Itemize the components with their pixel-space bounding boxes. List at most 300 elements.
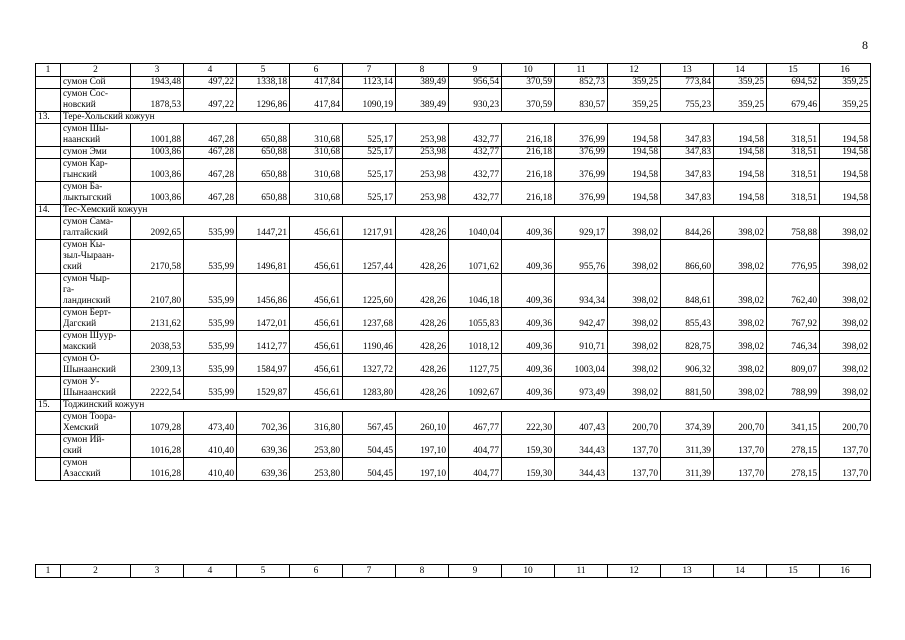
- value-cell: 409,36: [502, 331, 555, 354]
- column-number: 11: [555, 565, 608, 578]
- value-cell: 866,60: [661, 240, 714, 274]
- value-cell: 347,83: [661, 124, 714, 147]
- value-cell: 1943,48: [131, 77, 184, 89]
- value-cell: 428,26: [396, 240, 449, 274]
- value-cell: 1456,86: [237, 274, 290, 308]
- value-cell: 844,26: [661, 217, 714, 240]
- column-number: 3: [131, 64, 184, 77]
- row-number-cell: [36, 377, 61, 400]
- value-cell: 535,99: [184, 377, 237, 400]
- column-number: 1: [36, 64, 61, 77]
- settlement-name: сумон У- Шынаанский: [61, 377, 131, 400]
- row-number-cell: [36, 354, 61, 377]
- value-cell: 194,58: [714, 159, 767, 182]
- table-row: [36, 458, 871, 481]
- value-cell: 200,70: [714, 412, 767, 435]
- value-cell: 929,17: [555, 217, 608, 240]
- row-number-cell: [36, 217, 61, 240]
- value-cell: 137,70: [608, 435, 661, 458]
- row-number-cell: [36, 412, 61, 435]
- value-cell: 194,58: [608, 147, 661, 159]
- value-cell: 2092,65: [131, 217, 184, 240]
- value-cell: 467,28: [184, 182, 237, 205]
- value-cell: 137,70: [714, 435, 767, 458]
- value-cell: 216,18: [502, 147, 555, 159]
- value-cell: 428,26: [396, 331, 449, 354]
- settlement-name: сумон Сой: [61, 77, 131, 89]
- column-number: 15: [767, 64, 820, 77]
- value-cell: 650,88: [237, 124, 290, 147]
- value-cell: 467,28: [184, 159, 237, 182]
- value-cell: 535,99: [184, 354, 237, 377]
- value-cell: 253,98: [396, 159, 449, 182]
- value-cell: 535,99: [184, 217, 237, 240]
- page-number: 8: [862, 38, 868, 52]
- value-cell: 773,84: [661, 77, 714, 89]
- value-cell: 194,58: [820, 147, 871, 159]
- column-number: 10: [502, 64, 555, 77]
- value-cell: 456,61: [290, 240, 343, 274]
- settlement-name: сумон Берт- Дагский: [61, 308, 131, 331]
- value-cell: 525,17: [343, 124, 396, 147]
- value-cell: 525,17: [343, 182, 396, 205]
- value-cell: 432,77: [449, 147, 502, 159]
- table-row: [36, 274, 871, 308]
- value-cell: 679,46: [767, 89, 820, 112]
- value-cell: 398,02: [820, 240, 871, 274]
- value-cell: 432,77: [449, 124, 502, 147]
- value-cell: 497,22: [184, 89, 237, 112]
- settlement-name: сумон Ий- ский: [61, 435, 131, 458]
- value-cell: 310,68: [290, 182, 343, 205]
- value-cell: 253,98: [396, 147, 449, 159]
- value-cell: 2131,62: [131, 308, 184, 331]
- value-cell: 398,02: [820, 377, 871, 400]
- value-cell: 650,88: [237, 182, 290, 205]
- column-number: 8: [396, 565, 449, 578]
- value-cell: 456,61: [290, 354, 343, 377]
- column-number: 4: [184, 565, 237, 578]
- value-cell: 404,77: [449, 458, 502, 481]
- value-cell: 639,36: [237, 458, 290, 481]
- value-cell: 428,26: [396, 377, 449, 400]
- value-cell: 2107,80: [131, 274, 184, 308]
- section-number: 14.: [36, 205, 61, 217]
- value-cell: 1584,97: [237, 354, 290, 377]
- value-cell: 194,58: [820, 124, 871, 147]
- value-cell: 398,02: [714, 308, 767, 331]
- value-cell: 194,58: [714, 182, 767, 205]
- value-cell: 2309,13: [131, 354, 184, 377]
- value-cell: 398,02: [608, 308, 661, 331]
- settlement-name: сумон Кы- зыл-Чыраан- ский: [61, 240, 131, 274]
- section-title: Тес-Хемский кожуун: [61, 205, 871, 217]
- value-cell: 1447,21: [237, 217, 290, 240]
- value-cell: 398,02: [608, 377, 661, 400]
- table-row: [36, 354, 871, 377]
- value-cell: 197,10: [396, 458, 449, 481]
- column-number: 14: [714, 565, 767, 578]
- table-row: [36, 159, 871, 182]
- value-cell: 216,18: [502, 124, 555, 147]
- column-number: 1: [36, 565, 61, 578]
- value-cell: 432,77: [449, 159, 502, 182]
- row-number-cell: [36, 182, 61, 205]
- value-cell: 409,36: [502, 274, 555, 308]
- row-number-cell: [36, 89, 61, 112]
- column-number: 6: [290, 64, 343, 77]
- section-number: 15.: [36, 400, 61, 412]
- value-cell: 930,23: [449, 89, 502, 112]
- row-number-cell: [36, 77, 61, 89]
- value-cell: 2038,53: [131, 331, 184, 354]
- value-cell: 456,61: [290, 274, 343, 308]
- value-cell: 1190,46: [343, 331, 396, 354]
- value-cell: 767,92: [767, 308, 820, 331]
- value-cell: 1257,44: [343, 240, 396, 274]
- value-cell: 702,36: [237, 412, 290, 435]
- value-cell: 200,70: [608, 412, 661, 435]
- value-cell: 1016,28: [131, 458, 184, 481]
- table-row: [36, 147, 871, 159]
- value-cell: 376,99: [555, 159, 608, 182]
- table-row: [36, 240, 871, 274]
- value-cell: 1496,81: [237, 240, 290, 274]
- value-cell: 137,70: [608, 458, 661, 481]
- value-cell: 376,99: [555, 147, 608, 159]
- value-cell: 746,34: [767, 331, 820, 354]
- value-cell: 1338,18: [237, 77, 290, 89]
- value-cell: 347,83: [661, 159, 714, 182]
- column-number: 10: [502, 565, 555, 578]
- value-cell: 1090,19: [343, 89, 396, 112]
- settlement-name: сумон Ба- лыктыгский: [61, 182, 131, 205]
- value-cell: 1472,01: [237, 308, 290, 331]
- value-cell: 310,68: [290, 124, 343, 147]
- value-cell: 1123,14: [343, 77, 396, 89]
- value-cell: 410,40: [184, 435, 237, 458]
- value-cell: 194,58: [608, 182, 661, 205]
- value-cell: 344,43: [555, 458, 608, 481]
- settlement-name: сумон Эми: [61, 147, 131, 159]
- value-cell: 1046,18: [449, 274, 502, 308]
- value-cell: 376,99: [555, 124, 608, 147]
- settlement-name: сумон Шуур- макский: [61, 331, 131, 354]
- value-cell: 137,70: [820, 435, 871, 458]
- value-cell: 159,30: [502, 435, 555, 458]
- value-cell: 318,51: [767, 147, 820, 159]
- value-cell: 497,22: [184, 77, 237, 89]
- value-cell: 344,43: [555, 435, 608, 458]
- value-cell: 410,40: [184, 458, 237, 481]
- column-number: 9: [449, 565, 502, 578]
- value-cell: 432,77: [449, 182, 502, 205]
- value-cell: 567,45: [343, 412, 396, 435]
- value-cell: 830,57: [555, 89, 608, 112]
- column-number: 11: [555, 64, 608, 77]
- value-cell: 1003,86: [131, 147, 184, 159]
- value-cell: 456,61: [290, 217, 343, 240]
- column-number: 2: [61, 565, 131, 578]
- value-cell: 347,83: [661, 182, 714, 205]
- value-cell: 374,39: [661, 412, 714, 435]
- value-cell: 428,26: [396, 308, 449, 331]
- value-cell: 310,68: [290, 159, 343, 182]
- value-cell: 318,51: [767, 159, 820, 182]
- value-cell: 389,49: [396, 89, 449, 112]
- value-cell: 755,23: [661, 89, 714, 112]
- value-cell: 910,71: [555, 331, 608, 354]
- settlement-name: сумон Чыр- га- ландинский: [61, 274, 131, 308]
- value-cell: 762,40: [767, 274, 820, 308]
- value-cell: 1327,72: [343, 354, 396, 377]
- value-cell: 1529,87: [237, 377, 290, 400]
- value-cell: 194,58: [820, 182, 871, 205]
- value-cell: 316,80: [290, 412, 343, 435]
- value-cell: 776,95: [767, 240, 820, 274]
- value-cell: 359,25: [608, 77, 661, 89]
- value-cell: 137,70: [714, 458, 767, 481]
- value-cell: 159,30: [502, 458, 555, 481]
- value-cell: 848,61: [661, 274, 714, 308]
- value-cell: 318,51: [767, 182, 820, 205]
- footer-header-table: [35, 564, 871, 578]
- column-number: 8: [396, 64, 449, 77]
- value-cell: 1092,67: [449, 377, 502, 400]
- value-cell: 417,84: [290, 89, 343, 112]
- value-cell: 467,28: [184, 124, 237, 147]
- value-cell: 398,02: [820, 217, 871, 240]
- column-number: 15: [767, 565, 820, 578]
- column-number-row: [36, 64, 871, 77]
- value-cell: 906,32: [661, 354, 714, 377]
- value-cell: 639,36: [237, 435, 290, 458]
- value-cell: 194,58: [608, 159, 661, 182]
- row-number-cell: [36, 147, 61, 159]
- value-cell: 456,61: [290, 308, 343, 331]
- section-row: [36, 400, 871, 412]
- value-cell: 194,58: [820, 159, 871, 182]
- row-number-cell: [36, 240, 61, 274]
- value-cell: 398,02: [714, 331, 767, 354]
- value-cell: 409,36: [502, 354, 555, 377]
- value-cell: 504,45: [343, 458, 396, 481]
- value-cell: 1016,28: [131, 435, 184, 458]
- column-number-row: [36, 565, 871, 578]
- settlement-name: сумон Кар- гынский: [61, 159, 131, 182]
- value-cell: 409,36: [502, 308, 555, 331]
- value-cell: 1040,04: [449, 217, 502, 240]
- tariff-table: [35, 63, 871, 481]
- value-cell: 398,02: [608, 354, 661, 377]
- value-cell: 1071,62: [449, 240, 502, 274]
- value-cell: 216,18: [502, 159, 555, 182]
- value-cell: 200,70: [820, 412, 871, 435]
- settlement-name: сумон Азасский: [61, 458, 131, 481]
- value-cell: 1296,86: [237, 89, 290, 112]
- column-number: 7: [343, 565, 396, 578]
- value-cell: 934,34: [555, 274, 608, 308]
- value-cell: 398,02: [820, 354, 871, 377]
- row-number-cell: [36, 308, 61, 331]
- value-cell: 467,77: [449, 412, 502, 435]
- table-row: [36, 89, 871, 112]
- value-cell: 278,15: [767, 435, 820, 458]
- value-cell: 1003,86: [131, 159, 184, 182]
- row-number-cell: [36, 159, 61, 182]
- table-row: [36, 77, 871, 89]
- value-cell: 525,17: [343, 159, 396, 182]
- value-cell: 1003,86: [131, 182, 184, 205]
- value-cell: 1003,04: [555, 354, 608, 377]
- value-cell: 398,02: [608, 240, 661, 274]
- table-row: [36, 331, 871, 354]
- column-number: 5: [237, 565, 290, 578]
- value-cell: 467,28: [184, 147, 237, 159]
- value-cell: 137,70: [820, 458, 871, 481]
- value-cell: 398,02: [714, 240, 767, 274]
- table-row: [36, 377, 871, 400]
- value-cell: 194,58: [608, 124, 661, 147]
- table-row: [36, 217, 871, 240]
- value-cell: 417,84: [290, 77, 343, 89]
- column-number: 14: [714, 64, 767, 77]
- value-cell: 398,02: [714, 274, 767, 308]
- value-cell: 398,02: [608, 217, 661, 240]
- value-cell: 828,75: [661, 331, 714, 354]
- value-cell: 535,99: [184, 331, 237, 354]
- row-number-cell: [36, 274, 61, 308]
- value-cell: 535,99: [184, 274, 237, 308]
- value-cell: 650,88: [237, 159, 290, 182]
- settlement-name: сумон Сама- галтайский: [61, 217, 131, 240]
- value-cell: 456,61: [290, 377, 343, 400]
- table-row: [36, 435, 871, 458]
- value-cell: 428,26: [396, 217, 449, 240]
- column-number: 2: [61, 64, 131, 77]
- table-row: [36, 182, 871, 205]
- value-cell: 1001,88: [131, 124, 184, 147]
- value-cell: 359,25: [820, 77, 871, 89]
- value-cell: 318,51: [767, 124, 820, 147]
- column-number: 9: [449, 64, 502, 77]
- value-cell: 535,99: [184, 308, 237, 331]
- value-cell: 222,30: [502, 412, 555, 435]
- value-cell: 855,43: [661, 308, 714, 331]
- value-cell: 1217,91: [343, 217, 396, 240]
- column-number: 6: [290, 565, 343, 578]
- value-cell: 370,59: [502, 77, 555, 89]
- value-cell: 359,25: [714, 89, 767, 112]
- section-row: [36, 112, 871, 124]
- value-cell: 409,36: [502, 217, 555, 240]
- value-cell: 473,40: [184, 412, 237, 435]
- value-cell: 1412,77: [237, 331, 290, 354]
- value-cell: 1878,53: [131, 89, 184, 112]
- column-number: 16: [820, 565, 871, 578]
- value-cell: 456,61: [290, 331, 343, 354]
- value-cell: 2170,58: [131, 240, 184, 274]
- column-number: 7: [343, 64, 396, 77]
- settlement-name: сумон Тоора- Хемский: [61, 412, 131, 435]
- column-number: 12: [608, 565, 661, 578]
- value-cell: 359,25: [820, 89, 871, 112]
- value-cell: 852,73: [555, 77, 608, 89]
- value-cell: 955,76: [555, 240, 608, 274]
- value-cell: 398,02: [714, 377, 767, 400]
- settlement-name: сумон Шы- наанский: [61, 124, 131, 147]
- value-cell: 956,54: [449, 77, 502, 89]
- value-cell: 881,50: [661, 377, 714, 400]
- value-cell: 398,02: [608, 331, 661, 354]
- value-cell: 525,17: [343, 147, 396, 159]
- section-title: Тере-Хольский кожуун: [61, 112, 871, 124]
- value-cell: 311,39: [661, 435, 714, 458]
- row-number-cell: [36, 435, 61, 458]
- value-cell: 1055,83: [449, 308, 502, 331]
- value-cell: 398,02: [820, 308, 871, 331]
- value-cell: 347,83: [661, 147, 714, 159]
- value-cell: 404,77: [449, 435, 502, 458]
- value-cell: 376,99: [555, 182, 608, 205]
- value-cell: 1127,75: [449, 354, 502, 377]
- value-cell: 1225,60: [343, 274, 396, 308]
- value-cell: 341,15: [767, 412, 820, 435]
- value-cell: 197,10: [396, 435, 449, 458]
- value-cell: 504,45: [343, 435, 396, 458]
- value-cell: 253,80: [290, 435, 343, 458]
- value-cell: 260,10: [396, 412, 449, 435]
- value-cell: 428,26: [396, 274, 449, 308]
- row-number-cell: [36, 458, 61, 481]
- value-cell: 428,26: [396, 354, 449, 377]
- value-cell: 359,25: [714, 77, 767, 89]
- value-cell: 310,68: [290, 147, 343, 159]
- value-cell: 398,02: [820, 331, 871, 354]
- value-cell: 216,18: [502, 182, 555, 205]
- column-number: 13: [661, 565, 714, 578]
- value-cell: 253,80: [290, 458, 343, 481]
- value-cell: 694,52: [767, 77, 820, 89]
- column-number: 16: [820, 64, 871, 77]
- value-cell: 278,15: [767, 458, 820, 481]
- section-number: 13.: [36, 112, 61, 124]
- section-row: [36, 205, 871, 217]
- value-cell: 650,88: [237, 147, 290, 159]
- table-row: [36, 412, 871, 435]
- value-cell: 1283,80: [343, 377, 396, 400]
- section-title: Тоджинский кожуун: [61, 400, 871, 412]
- value-cell: 389,49: [396, 77, 449, 89]
- value-cell: 311,39: [661, 458, 714, 481]
- value-cell: 407,43: [555, 412, 608, 435]
- settlement-name: сумон Сос- новский: [61, 89, 131, 112]
- value-cell: 942,47: [555, 308, 608, 331]
- column-number: 13: [661, 64, 714, 77]
- value-cell: 359,25: [608, 89, 661, 112]
- value-cell: 788,99: [767, 377, 820, 400]
- value-cell: 809,07: [767, 354, 820, 377]
- value-cell: 1237,68: [343, 308, 396, 331]
- value-cell: 409,36: [502, 240, 555, 274]
- value-cell: 370,59: [502, 89, 555, 112]
- value-cell: 409,36: [502, 377, 555, 400]
- value-cell: 194,58: [714, 124, 767, 147]
- value-cell: 1018,12: [449, 331, 502, 354]
- column-number: 5: [237, 64, 290, 77]
- settlement-name: сумон О- Шынаанский: [61, 354, 131, 377]
- value-cell: 973,49: [555, 377, 608, 400]
